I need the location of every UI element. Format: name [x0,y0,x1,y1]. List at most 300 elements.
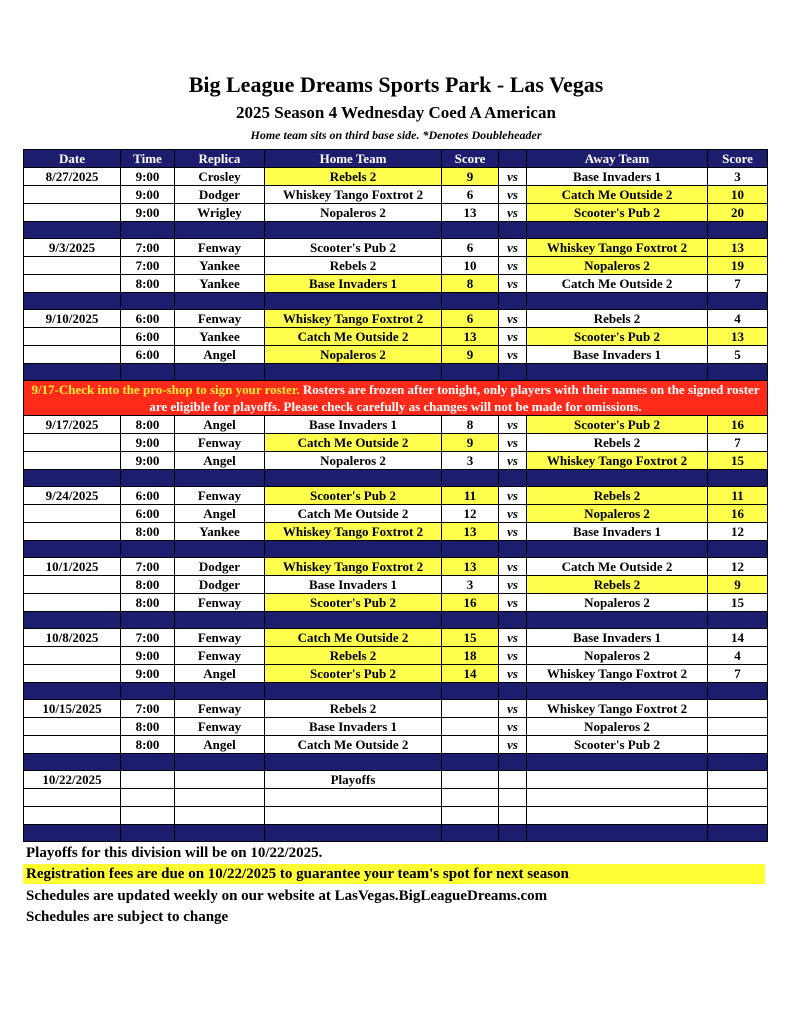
game-row [24,310,768,328]
game-field: Fenway [175,629,265,647]
separator-cell [442,222,499,239]
vs-label: vs [499,452,527,470]
game-field: Fenway [175,310,265,328]
home-score: 13 [442,558,499,576]
home-team: Scooter's Pub 2 [265,594,442,612]
game-date: 10/22/2025 [24,771,121,789]
separator-cell [499,683,527,700]
away-team: Whiskey Tango Foxtrot 2 [527,452,708,470]
separator-cell [121,470,175,487]
home-score [442,736,499,754]
away-team: Base Invaders 1 [527,523,708,541]
home-score [442,807,499,825]
game-time: 6:00 [121,310,175,328]
game-date: 10/15/2025 [24,700,121,718]
game-row [24,523,768,541]
game-field: Wrigley [175,204,265,222]
game-time: 8:00 [121,718,175,736]
notice-highlight: Check into the pro-shop to sign your roster. [58,382,300,397]
away-score [708,718,768,736]
away-score: 4 [708,310,768,328]
away-score: 13 [708,239,768,257]
away-score: 15 [708,452,768,470]
vs-label: vs [499,576,527,594]
game-field: Angel [175,452,265,470]
game-field [175,789,265,807]
home-team: Rebels 2 [265,168,442,186]
away-team: Nopaleros 2 [527,647,708,665]
away-score: 16 [708,416,768,434]
game-field: Dodger [175,576,265,594]
separator-cell [442,754,499,771]
separator-cell [175,612,265,629]
separator-cell [175,683,265,700]
away-team: Rebels 2 [527,434,708,452]
home-team: Catch Me Outside 2 [265,328,442,346]
away-team [527,789,708,807]
game-field: Yankee [175,275,265,293]
home-score: 11 [442,487,499,505]
home-team: Whiskey Tango Foxtrot 2 [265,186,442,204]
game-row [24,168,768,186]
game-date [24,257,121,275]
separator-cell [175,293,265,310]
separator-cell [442,541,499,558]
separator-cell [265,364,442,381]
separator-cell [175,825,265,842]
separator-cell [24,541,121,558]
page-title: Big League Dreams Sports Park - Las Vegas [188,72,604,97]
game-time: 9:00 [121,665,175,683]
separator-row [24,222,768,239]
home-score: 9 [442,434,499,452]
vs-label: vs [499,487,527,505]
home-team [265,789,442,807]
home-score: 10 [442,257,499,275]
separator-cell [442,612,499,629]
game-date: 10/1/2025 [24,558,121,576]
separator-cell [708,470,768,487]
game-row [24,487,768,505]
vs-label: vs [499,204,527,222]
home-team: Whiskey Tango Foxtrot 2 [265,523,442,541]
game-field: Dodger [175,558,265,576]
home-score: 6 [442,186,499,204]
separator-row [24,470,768,487]
away-score: 20 [708,204,768,222]
separator-cell [265,293,442,310]
game-date [24,452,121,470]
game-field: Fenway [175,700,265,718]
away-score: 7 [708,665,768,683]
separator-cell [121,825,175,842]
separator-cell [527,754,708,771]
game-date [24,346,121,364]
vs-label: vs [499,594,527,612]
registration-note: Registration fees are due on 10/22/2025 to guarantee your team's spot for next season [23,864,765,884]
home-team: Catch Me Outside 2 [265,434,442,452]
away-score [708,807,768,825]
roster-notice [24,381,768,416]
away-team: Scooter's Pub 2 [527,736,708,754]
home-team: Catch Me Outside 2 [265,505,442,523]
game-date [24,186,121,204]
separator-cell [527,222,708,239]
home-team: Rebels 2 [265,700,442,718]
game-date [24,523,121,541]
game-date [24,665,121,683]
game-time: 9:00 [121,647,175,665]
separator-cell [708,222,768,239]
separator-cell [499,470,527,487]
home-score: 9 [442,168,499,186]
separator-cell [527,541,708,558]
game-time [121,789,175,807]
game-time: 6:00 [121,487,175,505]
game-time: 7:00 [121,558,175,576]
home-score: 3 [442,576,499,594]
separator-cell [527,612,708,629]
away-team: Rebels 2 [527,576,708,594]
game-field [175,807,265,825]
game-date [24,275,121,293]
home-score [442,789,499,807]
separator-cell [708,683,768,700]
vs-label: vs [499,310,527,328]
away-score: 13 [708,328,768,346]
away-team: Base Invaders 1 [527,629,708,647]
game-row [24,789,768,807]
home-team: Catch Me Outside 2 [265,629,442,647]
game-date: 10/8/2025 [24,629,121,647]
away-score: 11 [708,487,768,505]
home-score: 14 [442,665,499,683]
separator-cell [527,683,708,700]
game-row [24,452,768,470]
game-row [24,204,768,222]
away-score: 7 [708,434,768,452]
game-date: 9/24/2025 [24,487,121,505]
game-date [24,647,121,665]
vs-label: vs [499,239,527,257]
away-team: Scooter's Pub 2 [527,328,708,346]
game-time: 9:00 [121,186,175,204]
home-score: 13 [442,204,499,222]
away-team: Nopaleros 2 [527,257,708,275]
separator-cell [121,293,175,310]
game-row [24,736,768,754]
separator-cell [442,293,499,310]
col-away-team: Away Team [527,150,708,168]
separator-cell [24,364,121,381]
game-date [24,718,121,736]
separator-cell [527,364,708,381]
away-score [708,771,768,789]
separator-cell [499,825,527,842]
game-date [24,789,121,807]
game-row [24,558,768,576]
away-team: Rebels 2 [527,310,708,328]
vs-label: vs [499,434,527,452]
home-score: 18 [442,647,499,665]
away-team: Catch Me Outside 2 [527,558,708,576]
separator-cell [499,293,527,310]
game-row [24,434,768,452]
col-home-score: Score [442,150,499,168]
away-score [708,789,768,807]
game-field: Angel [175,346,265,364]
away-score [708,700,768,718]
home-team: Whiskey Tango Foxtrot 2 [265,310,442,328]
game-date [24,594,121,612]
separator-cell [265,541,442,558]
game-date: 8/27/2025 [24,168,121,186]
away-score: 19 [708,257,768,275]
game-time: 8:00 [121,275,175,293]
game-field: Fenway [175,594,265,612]
separator-cell [265,470,442,487]
away-score: 5 [708,346,768,364]
game-row [24,239,768,257]
vs-label: vs [499,647,527,665]
game-time: 8:00 [121,416,175,434]
home-team: Base Invaders 1 [265,416,442,434]
game-field: Fenway [175,487,265,505]
game-time: 8:00 [121,594,175,612]
away-team: Catch Me Outside 2 [527,186,708,204]
website-note: Schedules are updated weekly on our website at LasVegas.BigLeagueDreams.com [26,888,548,904]
away-team: Whiskey Tango Foxtrot 2 [527,700,708,718]
vs-label: vs [499,558,527,576]
separator-cell [121,222,175,239]
vs-label: vs [499,629,527,647]
schedule-body [24,168,768,842]
game-row [24,576,768,594]
vs-label: vs [499,505,527,523]
game-time [121,807,175,825]
away-team: Base Invaders 1 [527,168,708,186]
home-team: Nopaleros 2 [265,346,442,364]
away-score: 14 [708,629,768,647]
game-field: Dodger [175,186,265,204]
separator-cell [121,754,175,771]
game-field: Yankee [175,257,265,275]
separator-cell [442,825,499,842]
home-team: Playoffs [265,771,442,789]
game-date [24,576,121,594]
vs-label: vs [499,275,527,293]
schedule-table [23,149,768,842]
home-score: 6 [442,310,499,328]
separator-cell [24,754,121,771]
game-time [121,771,175,789]
game-row [24,257,768,275]
separator-row [24,612,768,629]
separator-row [24,364,768,381]
separator-cell [708,293,768,310]
game-date [24,204,121,222]
separator-cell [708,364,768,381]
game-row [24,505,768,523]
season-subtitle: 2025 Season 4 Wednesday Coed A American [236,103,556,122]
away-score [708,736,768,754]
away-score: 3 [708,168,768,186]
home-team: Rebels 2 [265,257,442,275]
away-team: Rebels 2 [527,487,708,505]
home-score: 12 [442,505,499,523]
game-row [24,416,768,434]
notice-text: Rosters are frozen after tonight, only players with their names on the signed roster are eligible for playoffs. Please check carefully as changes will not be made for omissions. [149,382,760,414]
game-field: Angel [175,505,265,523]
separator-cell [24,825,121,842]
game-time: 9:00 [121,168,175,186]
game-field: Fenway [175,718,265,736]
away-team: Nopaleros 2 [527,718,708,736]
separator-row [24,541,768,558]
home-team: Scooter's Pub 2 [265,665,442,683]
separator-cell [442,470,499,487]
separator-row [24,754,768,771]
col-time: Time [121,150,175,168]
separator-row [24,293,768,310]
separator-cell [24,612,121,629]
separator-cell [499,222,527,239]
away-team: Whiskey Tango Foxtrot 2 [527,239,708,257]
game-date: 9/3/2025 [24,239,121,257]
playoffs-note: Playoffs for this division will be on 10/22/2025. [26,845,323,861]
game-time: 7:00 [121,239,175,257]
vs-label: vs [499,168,527,186]
game-row [24,275,768,293]
separator-cell [121,612,175,629]
separator-cell [175,541,265,558]
game-time: 9:00 [121,434,175,452]
separator-cell [442,683,499,700]
vs-label: vs [499,700,527,718]
away-team: Nopaleros 2 [527,594,708,612]
game-time: 7:00 [121,257,175,275]
separator-cell [175,364,265,381]
game-row [24,771,768,789]
home-team [265,807,442,825]
game-date: 9/10/2025 [24,310,121,328]
col-home-team: Home Team [265,150,442,168]
away-score: 10 [708,186,768,204]
vs-label: vs [499,523,527,541]
away-team: Scooter's Pub 2 [527,416,708,434]
separator-cell [708,754,768,771]
away-score: 16 [708,505,768,523]
separator-cell [527,293,708,310]
game-time: 6:00 [121,346,175,364]
away-team: Catch Me Outside 2 [527,275,708,293]
vs-label [499,771,527,789]
game-row [24,629,768,647]
game-date: 9/17/2025 [24,416,121,434]
game-date [24,736,121,754]
game-time: 6:00 [121,505,175,523]
away-score: 4 [708,647,768,665]
home-score: 13 [442,328,499,346]
separator-cell [442,364,499,381]
separator-cell [24,293,121,310]
home-team-note: Home team sits on third base side. *Denotes Doubleheader [250,128,542,142]
separator-cell [24,222,121,239]
home-score: 6 [442,239,499,257]
separator-cell [708,612,768,629]
separator-cell [121,541,175,558]
separator-cell [265,825,442,842]
home-team: Rebels 2 [265,647,442,665]
col-away-score: Score [708,150,768,168]
col-vs [499,150,527,168]
game-field: Fenway [175,239,265,257]
away-score: 15 [708,594,768,612]
game-time: 8:00 [121,523,175,541]
game-row [24,328,768,346]
game-row [24,346,768,364]
game-time: 8:00 [121,576,175,594]
separator-cell [24,683,121,700]
game-time: 8:00 [121,736,175,754]
game-row [24,594,768,612]
away-team: Nopaleros 2 [527,505,708,523]
game-field [175,771,265,789]
separator-cell [265,612,442,629]
separator-cell [265,754,442,771]
home-score: 9 [442,346,499,364]
separator-cell [121,683,175,700]
game-row [24,665,768,683]
vs-label: vs [499,328,527,346]
vs-label: vs [499,665,527,683]
away-team: Base Invaders 1 [527,346,708,364]
separator-cell [708,541,768,558]
game-field: Angel [175,665,265,683]
game-time: 9:00 [121,452,175,470]
home-score [442,700,499,718]
home-team: Whiskey Tango Foxtrot 2 [265,558,442,576]
separator-cell [499,541,527,558]
separator-cell [121,364,175,381]
game-time: 9:00 [121,204,175,222]
separator-cell [499,612,527,629]
home-score: 13 [442,523,499,541]
game-row [24,807,768,825]
game-date [24,807,121,825]
home-score: 3 [442,452,499,470]
separator-cell [499,364,527,381]
home-team: Base Invaders 1 [265,275,442,293]
notice-date: 9/17- [31,382,59,397]
home-team: Nopaleros 2 [265,204,442,222]
header-row [24,150,768,168]
col-date: Date [24,150,121,168]
home-score: 16 [442,594,499,612]
home-team: Catch Me Outside 2 [265,736,442,754]
game-time: 7:00 [121,700,175,718]
away-team [527,771,708,789]
home-score: 8 [442,416,499,434]
away-team: Scooter's Pub 2 [527,204,708,222]
away-score: 12 [708,523,768,541]
separator-cell [499,754,527,771]
home-team: Scooter's Pub 2 [265,487,442,505]
vs-label [499,789,527,807]
game-row [24,718,768,736]
vs-label: vs [499,736,527,754]
separator-cell [24,470,121,487]
